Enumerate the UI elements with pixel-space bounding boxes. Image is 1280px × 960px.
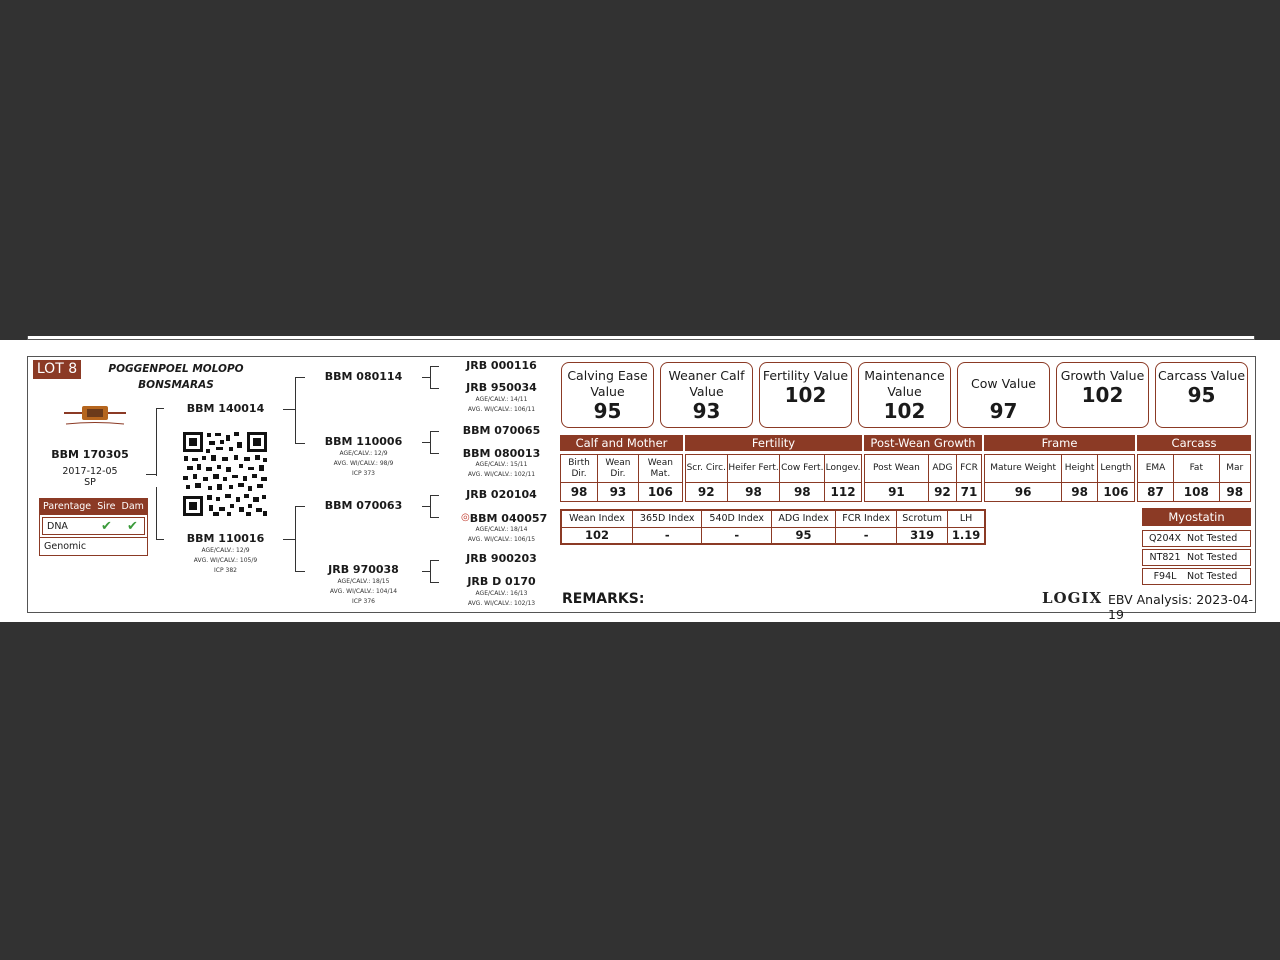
trait-value: 96 bbox=[985, 483, 1062, 502]
value-box-growth bbox=[1056, 362, 1149, 428]
trait-value: 98 bbox=[727, 483, 780, 502]
group-header-carcass: Carcass bbox=[1137, 435, 1251, 451]
trait-label: EMA bbox=[1138, 455, 1174, 483]
sire-dam-avg-wi: AVG. WI/CALV.: 98/9 bbox=[333, 460, 394, 467]
trait-label: Heifer Fert. bbox=[727, 455, 780, 483]
sire-sire-id: BBM 080114 bbox=[324, 370, 403, 383]
trait-label: Scr. Circ. bbox=[686, 455, 728, 483]
dam-dam-age-calv: AGE/CALV.: 18/15 bbox=[337, 578, 390, 585]
sire-dam-age-calv: AGE/CALV.: 12/9 bbox=[339, 450, 388, 457]
group-header-fertility: Fertility bbox=[685, 435, 862, 451]
index-label: 365D Index bbox=[632, 510, 702, 527]
dam-dam-icp: ICP 376 bbox=[352, 598, 375, 605]
qr-code[interactable] bbox=[182, 431, 268, 517]
index-value: 1.19 bbox=[948, 527, 985, 544]
value-box-value: 97 bbox=[989, 399, 1018, 423]
target-icon: ◎ bbox=[461, 512, 470, 523]
index-value: - bbox=[702, 527, 772, 544]
sire-dam-id: BBM 110006 bbox=[324, 435, 403, 448]
trait-label: Wean Dir. bbox=[598, 455, 639, 483]
value-box-value: 95 bbox=[1187, 383, 1216, 407]
ebv-table-frame bbox=[984, 454, 1135, 502]
dds-id: JRB 900203 bbox=[466, 552, 537, 565]
myostatin-status: Not Tested bbox=[1187, 552, 1238, 563]
myostatin-status: Not Tested bbox=[1187, 533, 1238, 544]
trait-label: ADG bbox=[928, 455, 956, 483]
sdd-avg-wi: AVG. WI/CALV.: 102/11 bbox=[467, 471, 536, 478]
animal-id: BBM 170305 bbox=[51, 448, 129, 461]
sss-id: JRB 000116 bbox=[466, 359, 537, 372]
value-box-value: 93 bbox=[692, 399, 721, 423]
trait-label: Mature Weight bbox=[985, 455, 1062, 483]
dam-dam-id: JRB 970038 bbox=[328, 563, 399, 576]
previous-card-edge bbox=[27, 336, 1255, 340]
animal-birth-date: 2017-12-05 bbox=[62, 466, 118, 477]
group-header-post-wean: Post-Wean Growth bbox=[864, 435, 982, 451]
logix-logo: LOGIX bbox=[1042, 589, 1103, 607]
ssd-age-calv: AGE/CALV.: 14/11 bbox=[475, 396, 528, 403]
index-label: Wean Index bbox=[561, 510, 632, 527]
myostatin-title: Myostatin bbox=[1142, 508, 1251, 526]
value-box-label: Fertility Value bbox=[762, 368, 849, 383]
dsd-age-calv: AGE/CALV.: 18/14 bbox=[475, 526, 528, 533]
sire-dam-icp: ICP 373 bbox=[352, 470, 375, 477]
index-value: 102 bbox=[561, 527, 632, 544]
ddd-id: JRB D 0170 bbox=[467, 575, 536, 588]
trait-label: Mar bbox=[1219, 455, 1250, 483]
value-box-carcass bbox=[1155, 362, 1248, 428]
value-box-label: Cow Value bbox=[971, 376, 1036, 391]
index-label: 540D Index bbox=[702, 510, 772, 527]
ssd-id: JRB 950034 bbox=[466, 381, 537, 394]
dam-dam-avg-wi: AVG. WI/CALV.: 104/14 bbox=[329, 588, 398, 595]
index-label: ADG Index bbox=[771, 510, 835, 527]
trait-value: 93 bbox=[598, 483, 639, 502]
value-box-weaner-calf bbox=[660, 362, 753, 428]
parentage-table bbox=[39, 498, 148, 556]
dsd-avg-wi: AVG. WI/CALV.: 106/15 bbox=[467, 536, 536, 543]
value-box-label: Maintenance Value bbox=[864, 368, 945, 399]
dam-id: BBM 110016 bbox=[186, 532, 265, 545]
trait-label: Longev. bbox=[825, 455, 862, 483]
ddd-age-calv: AGE/CALV.: 16/13 bbox=[475, 590, 528, 597]
parentage-header-label: Parentage bbox=[43, 501, 92, 512]
check-icon: ✔ bbox=[127, 518, 138, 534]
sds-id: BBM 070065 bbox=[462, 424, 541, 437]
trait-value: 112 bbox=[825, 483, 862, 502]
value-box-value: 95 bbox=[593, 399, 622, 423]
value-box-value: 102 bbox=[1081, 383, 1124, 407]
sire-id: BBM 140014 bbox=[186, 402, 265, 415]
group-header-frame: Frame bbox=[984, 435, 1135, 451]
trait-value: 98 bbox=[1062, 483, 1098, 502]
myostatin-gene: Q204X bbox=[1148, 533, 1182, 544]
index-label: Scrotum bbox=[897, 510, 948, 527]
ebv-analysis-date: EBV Analysis: 2023-04-19 bbox=[1108, 592, 1254, 622]
value-box-label: Weaner Calf Value bbox=[668, 368, 745, 399]
trait-label: Cow Fert. bbox=[780, 455, 825, 483]
parentage-header-sire: Sire bbox=[97, 501, 116, 512]
value-box-label: Growth Value bbox=[1060, 368, 1145, 383]
value-box-fertility bbox=[759, 362, 852, 428]
ebv-table-calf-mother bbox=[560, 454, 683, 502]
trait-value: 92 bbox=[686, 483, 728, 502]
dam-icp: ICP 382 bbox=[214, 567, 237, 574]
remarks-label: REMARKS: bbox=[562, 591, 645, 607]
parentage-row-label: Genomic bbox=[44, 541, 87, 552]
ebv-table-post-wean bbox=[864, 454, 982, 502]
trait-value: 108 bbox=[1174, 483, 1220, 502]
breeder-logo bbox=[60, 405, 130, 429]
myostatin-row bbox=[1142, 530, 1251, 547]
parentage-row-dna bbox=[42, 517, 145, 535]
value-box-calving-ease bbox=[561, 362, 654, 428]
dss-id: JRB 020104 bbox=[466, 488, 537, 501]
value-box-maintenance bbox=[858, 362, 951, 428]
dam-avg-wi: AVG. WI/CALV.: 105/9 bbox=[193, 557, 258, 564]
myostatin-gene: F94L bbox=[1153, 571, 1177, 582]
trait-label: Post Wean bbox=[865, 455, 929, 483]
breeder-name-line2: BONSMARAS bbox=[138, 379, 214, 391]
trait-label: Birth Dir. bbox=[561, 455, 598, 483]
sdd-id: BBM 080013 bbox=[462, 447, 541, 460]
value-box-cow bbox=[957, 362, 1050, 428]
dam-sire-id: BBM 070063 bbox=[324, 499, 403, 512]
trait-value: 92 bbox=[928, 483, 956, 502]
myostatin-row bbox=[1142, 568, 1251, 585]
index-value: 95 bbox=[771, 527, 835, 544]
dam-age-calv: AGE/CALV.: 12/9 bbox=[201, 547, 250, 554]
myostatin-gene: NT821 bbox=[1149, 552, 1181, 563]
parentage-row-label: DNA bbox=[47, 520, 68, 532]
index-value: - bbox=[632, 527, 702, 544]
trait-label: FCR bbox=[956, 455, 981, 483]
trait-value: 91 bbox=[865, 483, 929, 502]
ebv-table-carcass bbox=[1137, 454, 1251, 502]
trait-value: 98 bbox=[561, 483, 598, 502]
check-icon: ✔ bbox=[101, 518, 112, 534]
myostatin-panel bbox=[1142, 508, 1251, 585]
value-box-value: 102 bbox=[883, 399, 926, 423]
breeder-name bbox=[106, 361, 246, 393]
lot-card bbox=[27, 356, 1256, 622]
parentage-row-genomic bbox=[40, 537, 147, 555]
myostatin-status: Not Tested bbox=[1187, 571, 1238, 582]
index-value: 319 bbox=[897, 527, 948, 544]
parentage-header bbox=[40, 499, 147, 515]
trait-label: Fat bbox=[1174, 455, 1220, 483]
value-box-label: Carcass Value bbox=[1157, 368, 1246, 383]
myostatin-row bbox=[1142, 549, 1251, 566]
trait-value: 106 bbox=[1097, 483, 1134, 502]
group-header-calf-mother: Calf and Mother bbox=[560, 435, 683, 451]
value-box-label: Calving Ease Value bbox=[567, 368, 648, 399]
trait-label: Wean Mat. bbox=[638, 455, 682, 483]
trait-label: Height bbox=[1062, 455, 1098, 483]
ddd-avg-wi: AVG. WI/CALV.: 102/13 bbox=[467, 600, 536, 607]
parentage-header-dam: Dam bbox=[121, 501, 144, 512]
trait-value: 71 bbox=[956, 483, 981, 502]
dsd-id: BBM 040057 bbox=[469, 512, 548, 525]
breeder-name-line1: POGGENPOEL MOLOPO bbox=[108, 363, 244, 375]
index-value: - bbox=[836, 527, 897, 544]
index-table bbox=[560, 509, 986, 545]
index-label: LH bbox=[948, 510, 985, 527]
trait-value: 87 bbox=[1138, 483, 1174, 502]
lot-badge: LOT 8 bbox=[33, 360, 81, 379]
index-label: FCR Index bbox=[836, 510, 897, 527]
sdd-age-calv: AGE/CALV.: 15/11 bbox=[475, 461, 528, 468]
value-box-value: 102 bbox=[784, 383, 827, 407]
animal-code: SP bbox=[84, 477, 96, 488]
trait-value: 98 bbox=[780, 483, 825, 502]
ebv-table-fertility bbox=[685, 454, 862, 502]
ssd-avg-wi: AVG. WI/CALV.: 106/11 bbox=[467, 406, 536, 413]
trait-value: 106 bbox=[638, 483, 682, 502]
trait-label: Length bbox=[1097, 455, 1134, 483]
trait-value: 98 bbox=[1219, 483, 1250, 502]
